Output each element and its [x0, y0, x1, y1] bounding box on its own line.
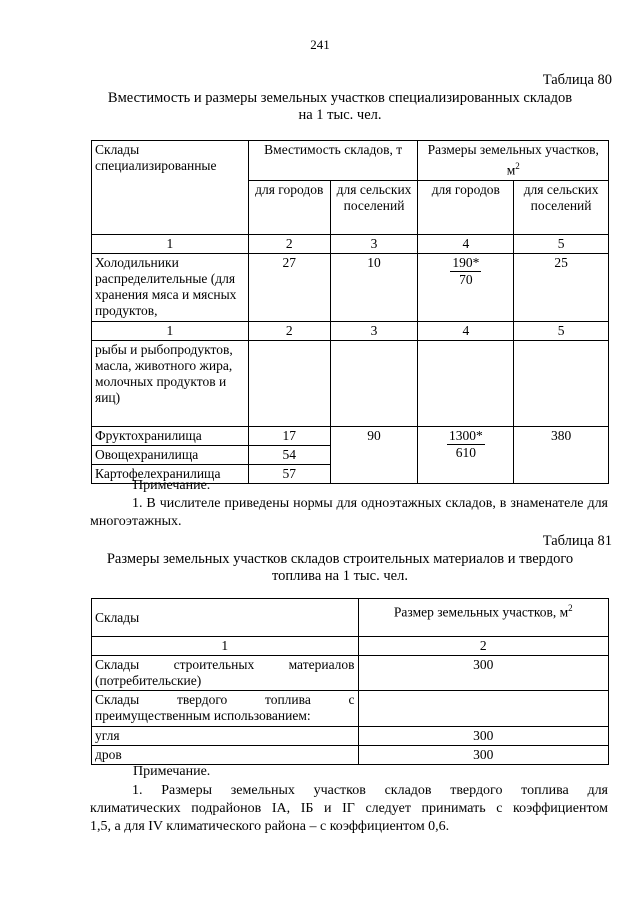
t81-coal-val: 300: [358, 727, 608, 746]
t81-coal-name: угля: [92, 727, 359, 746]
t80-potato-cap: 57: [248, 464, 330, 483]
t81-fuel-name: Склады твердого топлива с преимущественным использованием:: [92, 691, 359, 727]
table81-title: [60, 551, 620, 585]
t80-sub-rural-1: для сельских поселений: [330, 180, 418, 234]
t80-colnum: 4: [418, 321, 514, 340]
t80-colnum: 5: [514, 234, 609, 253]
denominator: 70: [459, 271, 473, 287]
t80-fridge-size-city: [418, 253, 514, 321]
t80-sub-rural-2: для сельских поселений: [514, 180, 609, 234]
t80-group-cap-rural: 90: [330, 426, 418, 483]
t80-fruit-name: Фруктохранилища: [92, 426, 249, 445]
page-number: 241: [310, 37, 330, 52]
t80-note-title: Примечание.: [133, 478, 211, 493]
t81-note-line1: 1. Размеры земельных участков складов твердого топлива для: [132, 783, 608, 798]
t80-veg-cap: 54: [248, 445, 330, 464]
t80-group-size-rural: 380: [514, 426, 609, 483]
t81-build-val: 300: [358, 656, 608, 691]
fraction: [447, 428, 485, 461]
t81-note-line3: 1,5, а для IV климатического района – с коэффициентом 0,6.: [90, 819, 450, 834]
t81-head-col2-sup: 2: [568, 603, 573, 613]
t81-empty-cell: [358, 691, 608, 727]
fraction: [450, 255, 481, 288]
t80-colnum: 1: [92, 234, 249, 253]
table80-title: [60, 90, 620, 124]
t81-colnum: 2: [358, 637, 608, 656]
t80-potato-name: Картофелехранилища: [92, 464, 249, 483]
t80-colnum: 2: [248, 321, 330, 340]
t80-fish-name: рыбы и рыбопродуктов, масла, животного жира, молочных продуктов и яиц): [92, 340, 249, 426]
denominator: 610: [455, 444, 476, 460]
table81-title-line1: Размеры земельных участков складов строительных материалов и твердого: [106, 551, 574, 567]
t81-wood-name: дров: [92, 746, 359, 765]
table80-title-line1: Вместимость и размеры земельных участков специализированных складов: [107, 90, 573, 106]
table81-title-line2: топлива на 1 тыс. чел.: [272, 568, 408, 584]
t81-note-title: Примечание.: [133, 764, 211, 779]
t81-head-col2: [358, 599, 608, 637]
t80-empty-cell: [418, 340, 514, 426]
t80-head-col1: Склады специализированные: [92, 141, 249, 235]
t80-colnum: 1: [92, 321, 249, 340]
t80-head-sizes: [418, 141, 609, 181]
numerator: 1300*: [448, 427, 483, 443]
t80-fridge-cap-city: 27: [248, 253, 330, 321]
t81-note-line2: климатических подрайонов IА, IБ и IГ следует принимать с коэффициентом: [90, 801, 608, 816]
t80-empty-cell: [248, 340, 330, 426]
t80-sub-cities-1: для городов: [248, 180, 330, 234]
table80: [91, 140, 609, 484]
t80-fridge-cap-rural: 10: [330, 253, 418, 321]
t80-colnum: 3: [330, 321, 418, 340]
t80-veg-name: Овощехранилища: [92, 445, 249, 464]
t80-note-text: 1. В числителе приведены нормы для одноэтажных складов, в знаменателе для многоэтажных.: [90, 496, 608, 529]
t81-build-name: Склады строительных материалов (потребительские): [92, 656, 359, 691]
t81-head-col2-text: Размер земельных участков, м: [393, 604, 569, 620]
table81-label: Таблица 81: [542, 533, 612, 549]
t81-head-col1: Склады: [92, 599, 359, 637]
table80-label: Таблица 80: [542, 72, 612, 88]
table81: [91, 598, 609, 765]
table80-title-line2: на 1 тыс. чел.: [298, 107, 382, 123]
t81-wood-val: 300: [358, 746, 608, 765]
t80-colnum: 4: [418, 234, 514, 253]
t80-empty-cell: [514, 340, 609, 426]
t80-fruit-cap: 17: [248, 426, 330, 445]
t80-head-capacity: Вместимость складов, т: [248, 141, 418, 181]
t80-fridge-name: Холодильники распределительные (для хранения мяса и мясных продуктов,: [92, 253, 249, 321]
t80-colnum: 2: [248, 234, 330, 253]
t80-sub-cities-2: для городов: [418, 180, 514, 234]
t80-empty-cell: [330, 340, 418, 426]
t81-colnum: 1: [92, 637, 359, 656]
t80-colnum: 5: [514, 321, 609, 340]
t80-colnum: 3: [330, 234, 418, 253]
t80-head-sizes-sup: 2: [515, 161, 520, 171]
t80-group-size-city: [418, 426, 514, 483]
t80-fridge-size-rural: 25: [514, 253, 609, 321]
numerator: 190*: [452, 254, 480, 270]
t80-head-sizes-text: Размеры земельных участков, м: [427, 142, 599, 178]
